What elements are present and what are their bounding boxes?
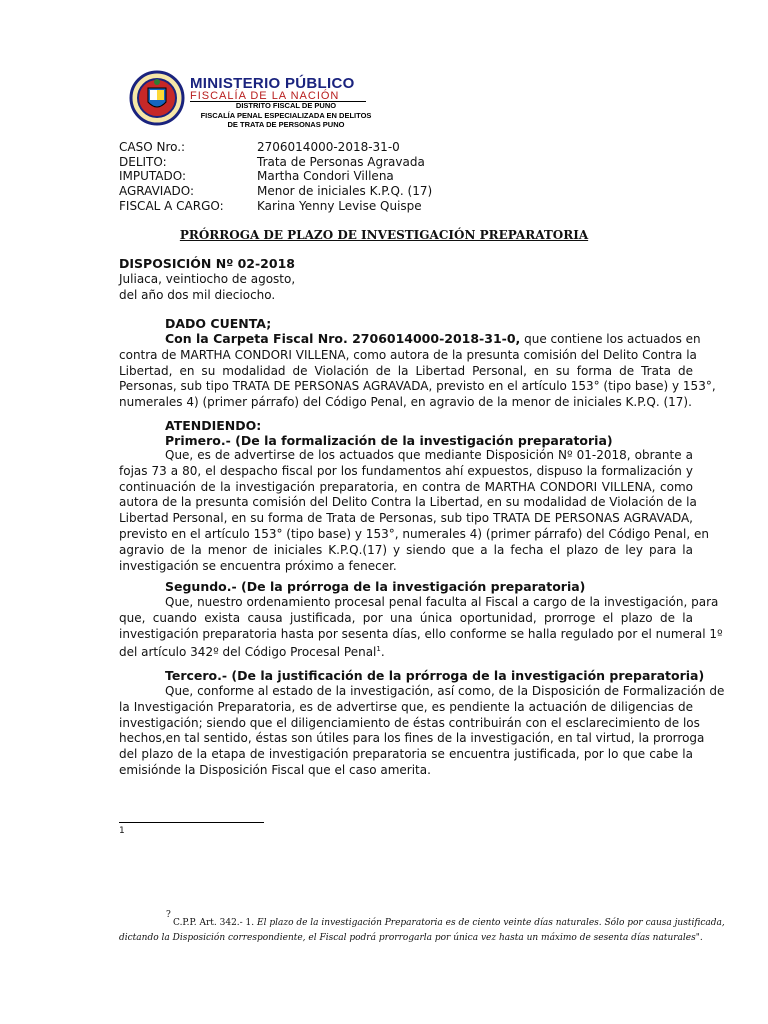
paragraph-line: continuación de la investigación preparatoria, en contra de MARTHA CONDORI VILLENA, como <box>119 479 693 494</box>
segundo-paragraph <box>119 595 723 661</box>
paragraph-line: la Investigación Preparatoria, es de advertirse que, es pendiente la actuación de diligencias de <box>119 699 693 714</box>
district-line: DISTRITO FISCAL DE PUNO <box>235 101 337 110</box>
paragraph-line: Que, conforme al estado de la investigación, así como, de la Disposición de Formalización de <box>165 684 725 698</box>
paragraph-line: Libertad Personal, en su forma de Trata de Personas, sub tipo TRATA DE PERSONAS AGRAVADA, <box>119 511 693 526</box>
carpeta-reference: Con la Carpeta Fiscal Nro. 2706014000-2018-31-0, <box>165 331 521 346</box>
paragraph-line: contra de MARTHA CONDORI VILLENA, como autora de la presunta comisión del Delito Contra la <box>119 347 697 362</box>
segundo-heading: Segundo.- (De la prórroga de la investigación preparatoria) <box>165 579 586 594</box>
paragraph-line: autora de la presunta comisión del Delito Contra la Libertad, en su modalidad de Violación de la <box>119 495 697 510</box>
footnote-quote: dictando la Disposición correspondiente, el Fiscal podrá prorrogarla por única vez hasta un máximo de sesenta días naturales <box>119 933 696 943</box>
footnote-text <box>119 916 725 946</box>
case-label: CASO Nro.: <box>119 140 186 154</box>
paragraph-line: Personas, sub tipo TRATA DE PERSONAS AGRAVADA, previsto en el artículo 153° (tipo base) y 153°, <box>119 379 716 394</box>
paragraph-line: hechos,en tal sentido, éstas son útiles para los fines de la investigación, en tal virtud, la prorroga <box>119 731 705 746</box>
primero-heading: Primero.- (De la formalización de la investigación preparatoria) <box>165 433 613 448</box>
text-run: que contiene los actuados en <box>520 332 701 346</box>
case-value: 2706014000-2018-31-0 <box>257 140 400 154</box>
delito-value: Trata de Personas Agravada <box>257 155 425 169</box>
footnote-mark: ? <box>166 910 171 920</box>
text-run: ". <box>695 933 703 943</box>
dado-cuenta-paragraph <box>119 331 716 411</box>
footnote-prefix: C.P.P. Art. 342.- 1. <box>173 918 255 928</box>
paragraph-line: que, cuando exista causa justificada, por una única oportunidad, prorroge el plazo de la <box>119 610 693 625</box>
footnote-rule <box>119 822 264 823</box>
delito-label: DELITO: <box>119 155 167 169</box>
org-subtitle: FISCALÍA DE LA NACIÓN <box>190 90 340 102</box>
tercero-heading: Tercero.- (De la justificación de la prórroga de la investigación preparatoria) <box>165 668 705 683</box>
footnote-reference[interactable]: 1 <box>376 645 381 654</box>
paragraph-line: investigación preparatoria hasta por sesenta días, ello conforme se halla regulado por el numeral 1º <box>119 626 723 641</box>
paragraph-line: Que, es de advertirse de los actuados que mediante Disposición Nº 01-2018, obrante a <box>165 448 693 462</box>
footnote-number: 1 <box>119 826 125 836</box>
paragraph-line: emisiónde la Disposición Fiscal que el caso amerita. <box>119 762 431 777</box>
office-line-2: DE TRATA DE PERSONAS PUNO <box>227 120 345 129</box>
paragraph-line: Libertad, en su modalidad de Violación de la Libertad Personal, en su forma de Trata de <box>119 363 693 378</box>
agraviado-label: AGRAVIADO: <box>119 184 195 198</box>
text-run: del artículo 342º del Código Procesal Penal <box>119 645 377 660</box>
office-line-1: FISCALÍA PENAL ESPECIALIZADA EN DELITOS <box>200 111 372 120</box>
paragraph-line: Que, nuestro ordenamiento procesal penal faculta al Fiscal a cargo de la investigación, para <box>165 595 719 609</box>
footnote-line <box>119 931 719 946</box>
paragraph-line: previsto en el artículo 153° (tipo base) y 153°, numerales 4) (primer párrafo) del Código Penal, en <box>119 526 709 541</box>
fiscal-value: Karina Yenny Levise Quispe <box>257 199 422 213</box>
footnote-quote: El plazo de la investigación Preparatoria es de ciento veinte días naturales. Sólo por causa justificada, <box>257 918 725 928</box>
paragraph-line: del plazo de la etapa de investigación preparatoria se encuentra justificada, por lo que cabe la <box>119 747 693 762</box>
paragraph-line <box>119 331 701 348</box>
imputado-value: Martha Condori Villena <box>257 169 394 183</box>
footnote-line <box>119 916 725 931</box>
disposition-number: DISPOSICIÓN Nº 02-2018 <box>119 256 295 271</box>
dado-cuenta-heading: DADO CUENTA; <box>165 316 272 331</box>
paragraph-line: fojas 73 a 80, el despacho fiscal por los fundamentos ahí expuestos, dispuso la formalización y <box>119 463 693 478</box>
agraviado-value: Menor de iniciales K.P.Q. (17) <box>257 184 433 198</box>
text-run: . <box>380 645 385 660</box>
fiscal-label: FISCAL A CARGO: <box>119 199 224 213</box>
imputado-label: IMPUTADO: <box>119 169 187 183</box>
paragraph-line <box>119 642 693 661</box>
tercero-paragraph <box>119 684 725 779</box>
document-title: PRÓRROGA DE PLAZO DE INVESTIGACIÓN PREPARATORIA <box>179 228 589 242</box>
paragraph-line: numerales 4) (primer párrafo) del Código Penal, en agravio de la menor de iniciales K.P.Q. (17). <box>119 395 692 410</box>
atendiendo-heading: ATENDIENDO: <box>165 418 262 433</box>
org-title: MINISTERIO PÚBLICO <box>190 75 355 92</box>
paragraph-line: investigación se encuentra próximo a fenecer. <box>119 558 397 573</box>
paragraph-line: investigación; siendo que el diligenciamiento de éstas contribuirán con el esclarecimiento de los <box>119 715 700 730</box>
paragraph-line: agravio de la menor de iniciales K.P.Q.(17) y siendo que a la fecha el plazo de ley para la <box>119 542 693 557</box>
primero-paragraph <box>119 448 709 574</box>
place-date-line-2: del año dos mil dieciocho. <box>119 288 276 302</box>
place-date-line-1: Juliaca, veintiocho de agosto, <box>119 272 296 286</box>
